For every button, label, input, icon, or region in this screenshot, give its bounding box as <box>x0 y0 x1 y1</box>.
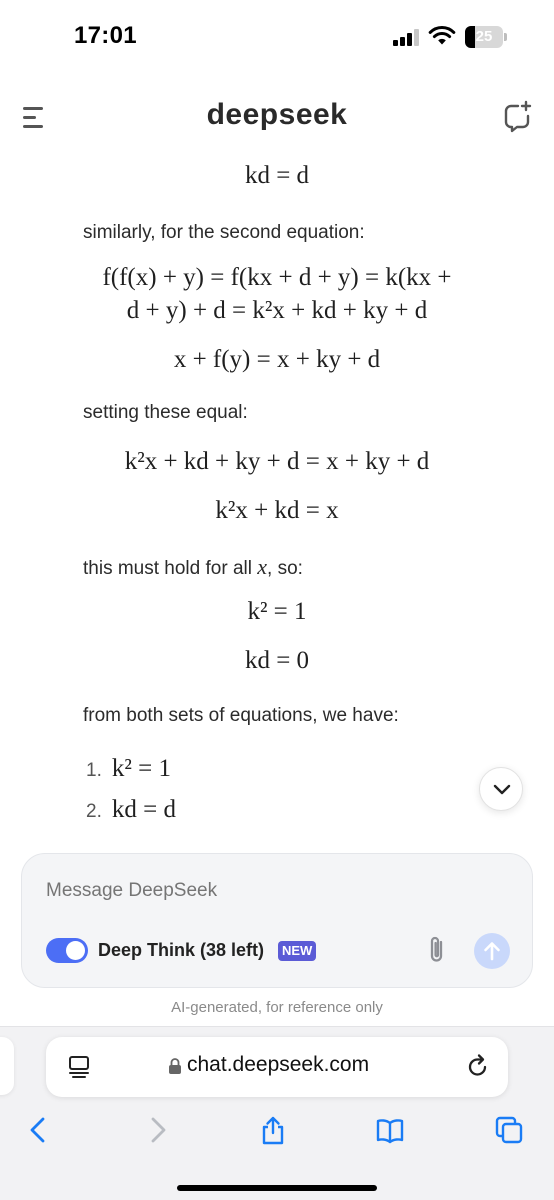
message-composer <box>21 853 533 988</box>
tabs-icon[interactable] <box>494 1115 524 1145</box>
disclaimer: AI-generated, for reference only <box>171 999 383 1016</box>
browser-toolbar <box>0 1026 554 1200</box>
previous-tab-peek[interactable] <box>0 1037 14 1095</box>
send-button[interactable] <box>474 933 510 969</box>
deep-think-label[interactable]: Deep Think (38 left) <box>98 940 265 960</box>
status-time: 17:01 <box>74 22 137 49</box>
forward-icon[interactable] <box>142 1115 172 1145</box>
battery-level: 25 <box>475 28 493 45</box>
new-badge: NEW <box>278 941 316 961</box>
text-similarly: similarly, for the second equation: <box>83 222 365 243</box>
back-icon[interactable] <box>24 1115 54 1145</box>
scroll-down-button[interactable] <box>479 767 523 811</box>
text-must-hold-b: , so: <box>267 558 303 579</box>
equation-line: kd = 0 <box>244 647 310 674</box>
list-item-number: 2. <box>86 801 102 822</box>
message-input[interactable] <box>46 880 506 902</box>
new-chat-icon[interactable] <box>502 100 534 134</box>
lock-icon <box>168 1057 182 1075</box>
equation-line: k²x + kd + ky + d = x + ky + d <box>124 448 430 475</box>
deep-think-toggle[interactable] <box>46 938 88 963</box>
url-text[interactable]: chat.deepseek.com <box>187 1053 370 1076</box>
list-item-expr: kd = d <box>111 796 176 823</box>
equation-line: x + f(y) = x + ky + d <box>173 346 381 373</box>
reader-icon[interactable] <box>68 1055 90 1079</box>
equation-kd-d: kd = d <box>244 162 310 189</box>
wifi-icon <box>428 24 456 46</box>
share-icon[interactable] <box>258 1115 288 1145</box>
toggle-knob <box>66 941 85 960</box>
list-item <box>86 755 171 783</box>
list-item-expr: k² = 1 <box>111 755 171 782</box>
text-setting-equal: setting these equal: <box>83 402 248 423</box>
brand-logo: deepseek <box>206 98 348 131</box>
reload-icon[interactable] <box>466 1053 490 1079</box>
list-item-number: 1. <box>86 760 102 781</box>
text-must-hold-var: x <box>257 554 268 579</box>
text-must-hold-a: this must hold for all <box>83 558 258 579</box>
signal-icon <box>393 28 419 46</box>
address-bar[interactable] <box>46 1037 508 1097</box>
bookmarks-icon[interactable] <box>375 1115 405 1145</box>
app-header <box>0 90 554 150</box>
equation-line: f(f(x) + y) = f(kx + d + y) = k(kx + <box>102 264 452 291</box>
list-item <box>86 796 176 824</box>
text-from-both: from both sets of equations, we have: <box>83 705 399 726</box>
text-must-hold <box>83 554 303 580</box>
paperclip-icon[interactable] <box>425 934 449 966</box>
status-bar <box>0 0 554 70</box>
equation-line: d + y) + d = k²x + kd + ky + d <box>126 297 428 324</box>
chevron-down-icon <box>492 782 512 796</box>
home-indicator <box>177 1185 377 1191</box>
arrow-up-icon <box>483 941 501 961</box>
equation-line: k²x + kd = x <box>215 497 339 524</box>
equation-line: k² = 1 <box>247 598 307 625</box>
battery-icon <box>465 26 507 48</box>
chat-content <box>0 150 554 840</box>
